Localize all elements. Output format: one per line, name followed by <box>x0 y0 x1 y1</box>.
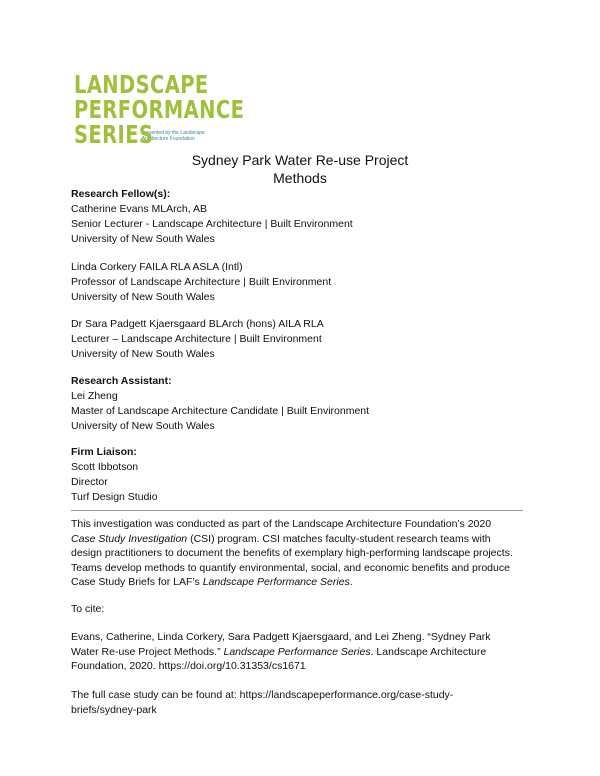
section-divider <box>71 510 523 511</box>
intro-line: This investigation was conducted as part of the Landscape Architecture Foundation’s 2020 <box>71 518 492 530</box>
assistant-org: University of New South Wales <box>71 420 215 432</box>
citation-text: . Landscape Architecture <box>370 645 487 658</box>
logo-line-landscape: LANDSCAPE <box>74 70 209 99</box>
liaison-role: Director <box>71 476 108 488</box>
intro-italic: Landscape Performance Series <box>202 576 350 588</box>
liaison-name: Scott Ibbotson <box>71 461 139 473</box>
citation-line <box>71 645 536 660</box>
assistant-name: Lei Zheng <box>71 390 118 402</box>
fellows-heading: Research Fellow(s): <box>71 188 171 200</box>
assistant-heading: Research Assistant: <box>71 375 172 387</box>
full-study-link[interactable] <box>71 688 536 717</box>
lps-logo <box>74 70 245 149</box>
fellows-section <box>71 187 531 247</box>
intro-italic: Case Study Investigation <box>71 532 188 545</box>
intro-line: design practitioners to document the benefits of exemplary high-performing landscape projects. <box>71 547 513 559</box>
logo-line-performance: PERFORMANCE <box>74 95 245 124</box>
fellow-name: Dr Sara Padgett Kjaersgaard BLArch (hons) AILA RLA <box>71 318 324 330</box>
document-subtitle: Methods <box>273 170 327 186</box>
citation-doi[interactable]: Foundation, 2020. https://doi.org/10.31353/cs1671 <box>71 660 306 672</box>
fellow-role: Senior Lecturer - Landscape Architecture | Built Environment <box>71 218 353 230</box>
citation <box>71 630 536 674</box>
fellow-org: University of New South Wales <box>71 233 215 245</box>
liaison-section <box>71 445 531 505</box>
intro-text: Case Study Briefs for LAF’s <box>71 576 203 588</box>
liaison-heading: Firm Liaison: <box>71 446 137 458</box>
fellow-name: Catherine Evans MLArch, AB <box>71 203 207 215</box>
fellow-org: University of New South Wales <box>71 291 215 303</box>
intro-text: (CSI) program. CSI matches faculty-student research teams with <box>187 532 491 545</box>
fellow-org: University of New South Wales <box>71 348 215 360</box>
intro-paragraph <box>71 517 536 590</box>
full-study-line: The full case study can be found at: https://landscapeperformance.org/case-study- <box>71 689 454 701</box>
cite-label: To cite: <box>71 603 105 615</box>
fellow-entry <box>71 317 531 362</box>
full-study-line: briefs/sydney-park <box>71 703 157 716</box>
logo-line-series: SERIES <box>74 120 154 149</box>
intro-line: Teams develop methods to quantify environmental, social, and economic benefits and produce <box>71 561 510 574</box>
citation-text: Water Re-use Project Methods.” <box>71 645 224 658</box>
logo-tagline: presented by the Landscape Architecture Foundation <box>141 129 205 142</box>
fellow-role: Professor of Landscape Architecture | Built Environment <box>71 276 332 288</box>
fellow-name: Linda Corkery FAILA RLA ASLA (Intl) <box>71 261 243 273</box>
assistant-section <box>71 374 531 434</box>
document-title: Sydney Park Water Re-use Project <box>191 152 409 168</box>
intro-line <box>71 532 536 547</box>
citation-italic: Landscape Performance Series <box>223 645 371 658</box>
intro-text: . <box>349 576 353 588</box>
intro-line <box>71 575 536 590</box>
fellow-role: Lecturer – Landscape Architecture | Built Environment <box>71 333 322 345</box>
liaison-org: Turf Design Studio <box>71 491 158 503</box>
fellow-entry <box>71 260 531 305</box>
assistant-role: Master of Landscape Architecture Candidate | Built Environment <box>71 405 370 417</box>
citation-line: Evans, Catherine, Linda Corkery, Sara Padgett Kjaersgaard, and Lei Zheng. “Sydney Park <box>71 631 491 643</box>
